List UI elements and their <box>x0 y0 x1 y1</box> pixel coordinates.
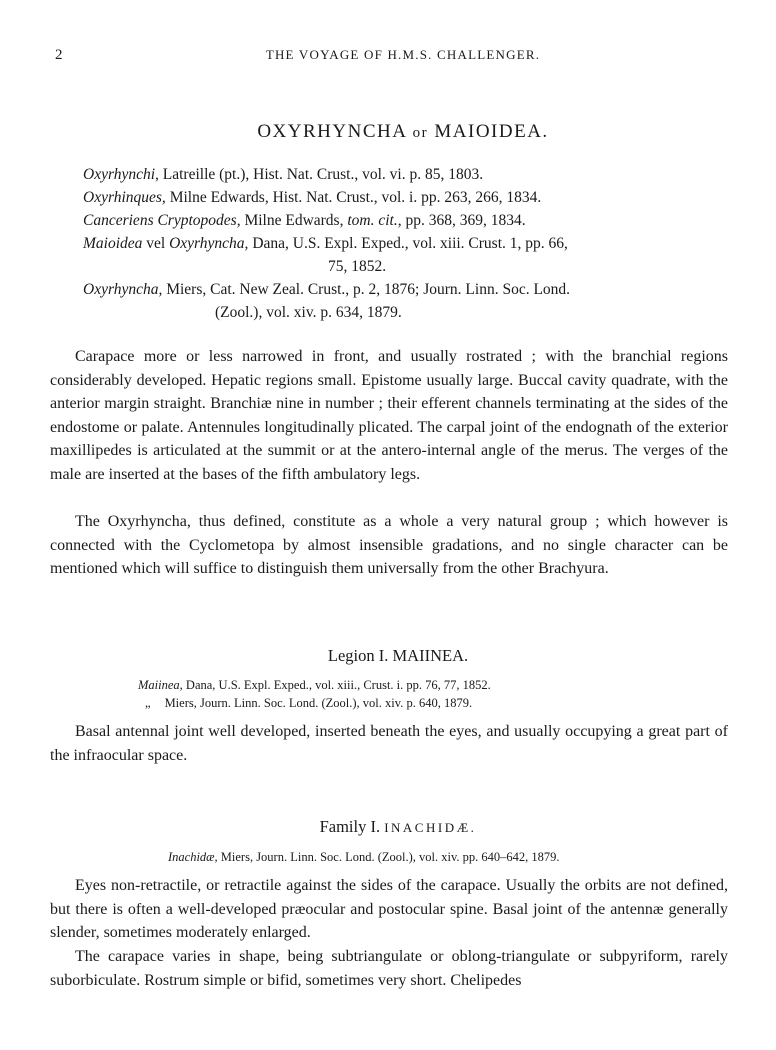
paragraph-description: The Oxyrhyncha, thus defined, constitute as a whole a very natural group ; which however is connected with the Cyclometopa by almost insensible gradations, and no single character can be mentioned which will suffice to distinguish them universally from the other Brachyura. <box>50 513 728 577</box>
section-title-main: OXYRHYNCHA <box>257 121 407 142</box>
section-title-alt: MAIOIDEA. <box>434 121 549 142</box>
synonym-line: Canceriens Cryptopodes, Milne Edwards, tom. cit., pp. 368, 369, 1834. <box>83 212 526 229</box>
legion-heading: Legion I. MAIINEA. <box>327 646 469 665</box>
paragraph-description: Basal antennal joint well developed, inserted beneath the eyes, and usually occupying a great part of the infraocular space. <box>50 723 728 764</box>
synonym-line: Oxyrhinques, Milne Edwards, Hist. Nat. Crust., vol. i. pp. 263, 266, 1834. <box>83 189 542 206</box>
section-title-connector: or <box>412 125 429 141</box>
section-title <box>0 121 776 143</box>
page-number: 2 <box>55 47 63 63</box>
paragraph-description: The carapace varies in shape, being subtriangulate or oblong-triangulate or subpyriform, rarely suborbiculate. Rostrum simple or bifid, sometimes very short. Chelipedes <box>50 948 728 989</box>
running-title: THE VOYAGE OF H.M.S. CHALLENGER. <box>265 47 541 62</box>
legion-reference: „ Miers, Journ. Linn. Soc. Lond. (Zool.), vol. xiv. p. 640, 1879. <box>145 696 473 710</box>
legion-reference: Maiinea, Dana, U.S. Expl. Exped., vol. xiii., Crust. i. pp. 76, 77, 1852. <box>138 678 491 692</box>
synonym-line: Maioidea vel Oxyrhyncha, Dana, U.S. Expl. Exped., vol. xiii. Crust. 1, pp. 66, 75, 1852. <box>83 235 568 275</box>
synonym-line: Oxyrhynchi, Latreille (pt.), Hist. Nat. Crust., vol. vi. p. 85, 1803. <box>83 166 484 183</box>
family-reference: Inachidæ, Miers, Journ. Linn. Soc. Lond. (Zool.), vol. xiv. pp. 640–642, 1879. <box>168 850 560 864</box>
synonym-line: Oxyrhyncha, Miers, Cat. New Zeal. Crust., p. 2, 1876; Journ. Linn. Soc. Lond. (Zool.), vol. xiv. p. 634, 1879. <box>83 281 571 321</box>
family-heading: Family I. INACHIDÆ. <box>319 817 477 836</box>
paragraph-description: Eyes non-retractile, or retractile against the sides of the carapace. Usually the orbits are not defined, but there is often a well-developed præocular and postocular spine. Basal joint of the antennæ generally slender, sometimes moderately enlarged. <box>50 877 728 941</box>
paragraph-description: Carapace more or less narrowed in front, and usually rostrated ; with the branchial regions considerably developed. Hepatic regions small. Epistome usually large. Buccal cavity quadrate, with the anterior margin straight. Branchiæ nine in number ; their efferent channels terminating at the sides of the endostome or palate. Antennules longitudinally plicated. The carpal joint of the endognath of the exterior maxillipedes is articulated at the summit or at the antero-internal angle of the merus. The verges of the male are inserted at the bases of the fifth ambulatory legs. <box>50 348 728 483</box>
